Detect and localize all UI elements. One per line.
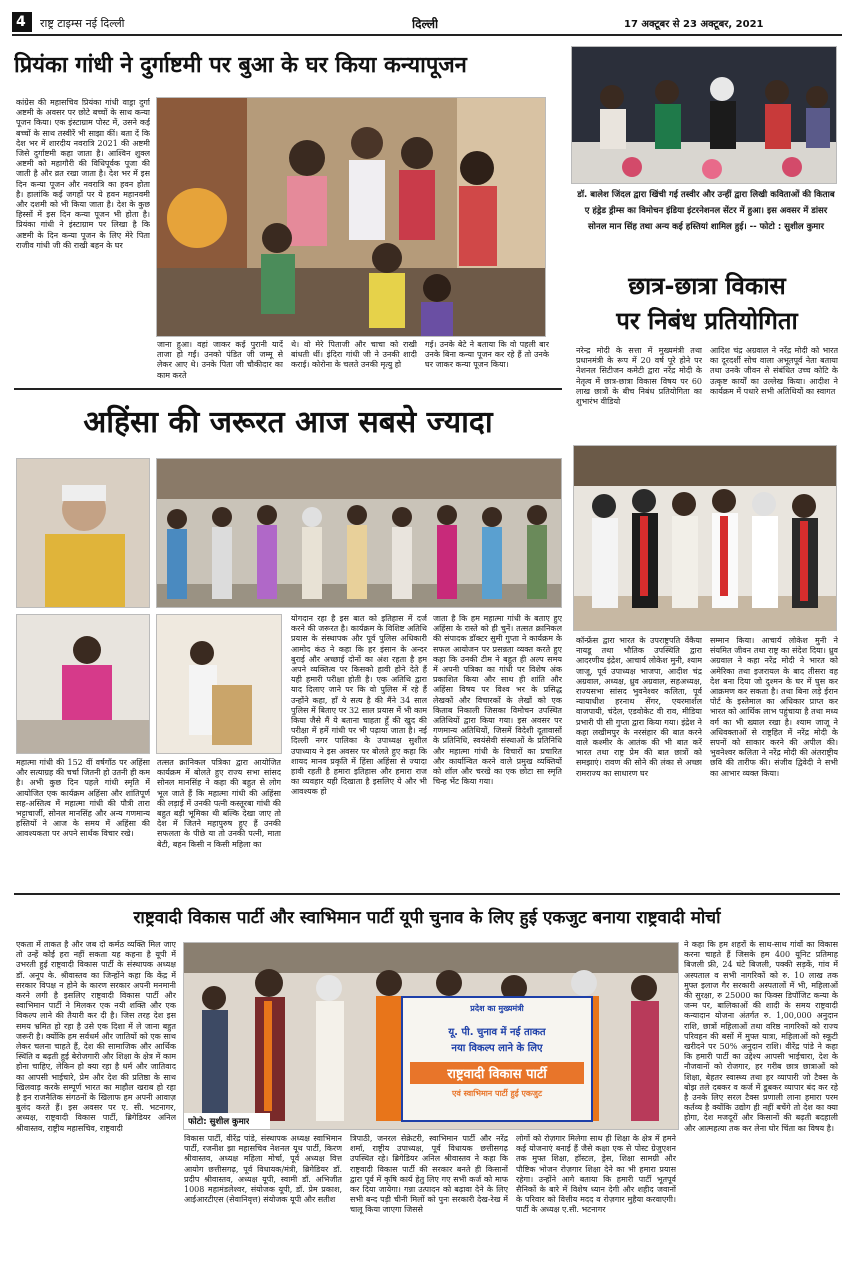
- banner-line1: प्रदेश का मुख्यमंत्री: [470, 1004, 524, 1013]
- ahimsa-col1: महात्मा गांधी की 152 वीं वर्षगाँठ पर अहिंसा और सत्याग्रह की चर्चा जितनी हो उतनी ही कम है। अभी कुछ दिन पहले गांधी स्मृति में आयोजित एक कार्यक्रम अहिंसा और शांतिपूर्ण सह-अस्तित्व में महात्मा गांधी की पौत्री तारा भट्टाचार्जी, सोनल मानसिंह और अन्य गणमान्य हस्तियों ने आज के समय में अहिंसा की आवश्यकता पर अपने सार्थक विचार रखे।: [16, 758, 150, 839]
- ahimsa-col3: योगदान रहा है इस बात को इतिहास में दर्ज करने की जरूरत है। कार्यक्रम के विशिष्ट अतिथि प्रयास के संस्थापक और पूर्व पुलिस अधिकारी आमोद कंठ ने कहा कि हर इंसान के अन्दर बुराई और अच्छाई दोनों का अंश रहता है हम अपने व्यक्तित्व पर किसको हावी होने देते हैं यही हमारी परीक्षा होती है। एक अतिथि द्वारा याद दिलाए जाने पर कि वो पुलिस में रहे हैं उन्होंने कहा, हाँ ये सत्य है की मैंने 34 साल पुलिस में बिताए पर 32 साल प्रयास में भी काम किया जैसे मैं ये बताना चाहता हूँ की खुद की परीक्षा में हमें गांधी पर भी पढ़ाया जाता है। नई दिल्ली नगर पालिका के उपाध्यक्ष सुशील उपाध्याय ने इस अवसर पर बोलते हुए कहा कि शायद मानव प्रकृति में हिंसा अहिंसा से ज्यादा हावी रहती है हमारा इतिहास और हमारा राज का व्यवहार यही दिखाता है इसलिए ये और भी आवश्यक हो: [291, 614, 427, 797]
- essay-col4: सम्मान किया। आचार्य लोकेश मुनी ने संयमित जीवन तथा राष्ट्र का संदेश दिया। ध्रुव अग्रवाल ने कहा नरेंद्र मोदी ने भारत को अमेरिका तथा इजरायल के बाद तीसरा वह देश बना दिया जो दुश्मन के घर में घुस कर आक्रमण कर सकता है। तथा बिना लड़े ईरान पोर्ट के इस्तेमाल का अधिकार प्राप्त कर भारत को आर्थिक लाभ पहुंचाया है तथा मध्य वर्ग का भी ख्याल रखा है। श्याम जाजू ने अधिवक्ताओं से राष्ट्रहित में नरेंद्र मोदी के सपनों को साकार करने की अपील की। भुवनेश्वर कलिता ने नरेंद्र मोदी की अंतराष्ट्रीय छवि की तारीफ की। संजीव द्विवेदी ने सभी का आभार व्यक्त किया।: [710, 636, 838, 778]
- paper-name: राष्ट्र टाइम्स नई दिल्ली: [40, 17, 125, 30]
- ncp-photo: [183, 942, 679, 1130]
- book-launch-image: [572, 47, 837, 184]
- divider-ncp: [14, 893, 840, 895]
- ahimsa-photo-speaker: [16, 614, 150, 754]
- essay-col3: कॉन्फ्रेंस द्वारा भारत के उपराष्ट्रपति वेंकैया नायडू तथा भौतिक उपस्थिति द्वारा आदरणीय इंद्रेश, आचार्य लोकेश मुनी, श्याम जाजू, पूर्व उपाध्यक्ष भाजपा, आदीश चंद्र अग्रवाल, अध्यक्ष, ध्रुव अग्रवाल, सहअध्यक्ष, राज्यसभा सांसद भुवनेश्वर कलिता, पूर्व न्यायाधीश हरनाथ सेंगर, एयरमार्शल वाजपायी, चंदेल, एडवोकेट वी राव, मीडिया प्रभारी पी सी गुप्ता द्वारा किया गया। इंद्रेश ने कहा लखीमपुर के नरसंहार की बात करने वाले कश्मीर के आतंक की भी बात करें भारत तथा राष्ट्र प्रेम की बात छात्रों को समझाएं। रावण की सोने की लंका से अच्छा रामराज्य का साधारण घर: [576, 636, 702, 778]
- story1-col4: गई। उनके बेटे ने बताया कि वो पहली बार उनके बिना कन्या पूजन कर रहे हैं तो उनके घर जाकर कन्या पूजन किया।: [425, 340, 549, 370]
- story1-col1: कांग्रेस की महासचिव प्रियंका गांधी वाड्रा दुर्गा अष्टमी के अवसर पर छोटे बच्चों के साथ कन्या पूजन किया। एक इंस्टाग्राम पोस्ट में, उसने कई बच्चों के साथ तस्वीरें भी साझा कीं। बता दें कि देश भर में शारदीय नवरात्रि 2021 की अष्टमी जिसे दुर्गाष्टमी कहा जाता है। आश्विन शुक्ल अष्टमी को महागौरी की विधिपूर्वक पूजा की जाती है और व्रत रखा जाता है। देश भर में इस दिन कन्या पूजन और नवरात्रि का हवन होता है। हालांकि कई जगहों पर ये हवन महानवमी और दशमी को भी किया जाता है। देश के कुछ हिस्सों में इस दिन कन्या पूजन भी होता है। प्रियंका गांधी ने इंस्टाग्राम पर लिखा है कि अष्टमी के दिन कन्या पूजन के लिए मेरे पिता राजीव गांधी जी की राखी बहन के घर: [16, 98, 150, 250]
- essay-headline-line1: छात्र-छात्रा विकास: [628, 272, 786, 300]
- ahimsa-photo-group: [156, 458, 562, 608]
- ncp-headline: राष्ट्रवादी विकास पार्टी और स्वाभिमान पार्टी यूपी चुनाव के लिए हुई एकजुट बनाया राष्ट्रवादी मोर्चा: [133, 908, 721, 928]
- essay-col1: नरेन्द्र मोदी के सत्ता में मुख्यमंत्री तथा प्रधानमंत्री के रूप में 20 वर्ष पूरे होने पर नेशनल सिटीजन कमेटी द्वारा नरेंद्र मोदी के नेतृत्व में छात्र-छात्रा विकास विषय पर 60 लाख छात्रों के बीच निबंध प्रतियोगिता का शुभारंभ वीडियो: [576, 346, 702, 407]
- story1-col3: थे। वो मेरे पिताजी और चाचा को राखी बांधती थीं। इंदिरा गांधी जी ने उनकी शादी कराई। कोरोना के चलते उनकी मृत्यु हो: [291, 340, 417, 370]
- ahimsa-col4: जाता है कि हम महात्मा गांधी के बताए हुए अहिंसा के रास्ते को ही चुनें। तत्सत क्रानिकल की संपादक डॉक्टर सुमी गुप्ता ने कार्यक्रम के सफल आयोजन पर प्रसन्नता व्यक्त करते हुए कहा कि उनकी टीम ने बहुत ही अल्प समय में अपनी पत्रिका का गांधी पर विशेष अंक प्रकाशित किया और साथ ही शांति और अहिंसा विषय पर विश्व भर के प्रसिद्ध लेखकों और विचारकों के लेखों को एक किताब निकाली जिसका विमोचन उपस्थित अतिथियों द्वारा किया गया। इस अवसर पर गणमान्य अतिथियों, जिसमें विदेशी दूतावासों के प्रतिनिधि, स्वयंसेवी संस्थाओं के प्रतिनिधि और महात्मा गांधी के विचारों का प्रचारित और कार्यान्वित करने वाले प्रमुख व्यक्तियों को शॉल और चरखे का एक छोटा सा स्मृति चिन्ह भेंट किया गया।: [433, 614, 562, 787]
- ncp-photo-credit: फोटो: सुशील कुमार: [188, 1117, 250, 1127]
- woman-speaking-image: [17, 615, 150, 754]
- ncp-col2: विकास पार्टी, वीरेंद्र पांडे, संस्थापक अध्यक्ष स्वाभिमान पार्टी, रजनीश झा महासचिव नेशनल यूथ पार्टी, किरण श्रीवास्तव, अध्यक्ष महिला मोर्चा, पूर्व अध्यक्ष वित्त आयोग छत्तीसगढ़, पूर्व विधायक/मंत्री, ब्रिगेडियर डॉ. प्रदीप श्रीवास्तव, अध्यक्ष यूपी, स्वामी डॉ. अभिजीत 1008 महामंडलेश्वर, संयोजक यूपी, डॉ. प्रेम प्रकाश, आईआरटीएस (सेवानिवृत्त) संयोजक यूपी और सतीश: [184, 1134, 342, 1205]
- ncp-banner: [404, 999, 590, 1119]
- issue-date: 17 अक्टूबर से 23 अक्टूबर, 2021: [624, 19, 764, 30]
- story1-headline: प्रियंका गांधी ने दुर्गाष्टमी पर बुआ के घर किया कन्यापूजन: [14, 53, 467, 78]
- divider-ahimsa: [14, 388, 562, 390]
- story1-col2: जाना हुआ। वहां जाकर कई पुरानी यादें ताजा हो गईं। उनको पंडित जी जम्मू से लेकर आए थे। उनके पिता जी चौकीदार का काम करते: [157, 340, 283, 380]
- book-release-group-image: [157, 459, 562, 608]
- banner-line2: यू. पी. चुनाव में नई ताकत: [448, 1027, 546, 1038]
- page-header: [12, 12, 842, 36]
- ahimsa-headline: अहिंसा की जरूरत आज सबसे ज्यादा: [83, 405, 493, 440]
- ncp-col1: एकता में ताकत है और जब दो कर्मठ व्यक्ति मिल जाए तो उन्हें कोई हरा नहीं सकता यह कहना है यूपी में उभरती हुई राष्ट्रवादी विकास पार्टी के संस्थापक अध्यक्ष डॉ. अनूप के. श्रीवास्तव का जिन्होंने कहा कि केंद्र में सरकार विपक्ष न होने के कारण सरकार अपनी मनमानी करने लगी है इसलिए राष्ट्रवादी विकास पार्टी और स्वाभिमान पार्टी ने मिलकर एक नयी शक्ति और एक विकल्प लाने की तैयारी कर दी है। जिस तरह देश इस समय भ्रमित हो रहा है उसे एक दिशा में ले जाना बहुत जरूरी है। क्योंकि हम सर्वधर्म और जातियों को एक साथ लेकर चलना चाहते हैं, देश की सामाजिक और आर्थिक स्थिति व बढ़ती हुई बेरोजगारी और शिक्षा के क्षेत्र में काम होना चाहिए, लेकिन हो क्या रहा है धर्म और जातिवाद का आपसी भाईचारे, प्रेम और देश की प्रतिष्ठा के साथ खिलवाड़ करके सम्पूर्ण भारत का माहौल खराब हो रहा है इन राजनैतिक संगठनों के खिलाफ हम अपनी आवाज़ बुलंद करते हैं। इस अवसर पर ए. सी. भटनागर, अध्यक्ष, राष्ट्रवादी विकास पार्टी, ब्रिगेडियर अनिल श्रीवास्तव, राष्ट्रीय महासचिव, राष्ट्रवादी: [16, 940, 176, 1133]
- essay-col2: आदिश चंद्र अग्रवाल ने नरेंद्र मोदी को भारत का दूरदर्शी सोच वाला अभूतपूर्व नेता बताया तथा उनके जीवन से संबंधित उच्च कोटि के उत्कृष्ट कार्यों का उल्लेख किया। आदीश ने कार्यक्रम में पधारे सभी अतिथियों का स्वागत: [710, 346, 838, 396]
- banner-line5: एवं स्वाभिमान पार्टी हुई एकजुट: [451, 1089, 543, 1098]
- ahimsa-col2: तत्सत क्रानिकल पत्रिका द्वारा आयोजित कार्यक्रम में बोलते हुए राज्य सभा सांसद सोनल मानसिंह ने कहा की बहुत से लोग भूल जाते हैं कि महात्मा गांधी की अहिंसा की लड़ाई में उनकी पत्नी कस्तूरबा गांधी की बहुत बड़ी भूमिका थी बल्कि देखा जाए तो देश में जितने महापुरुष हुए हैं उनकी सफलता के पीछे या तो उनकी पत्नी, माता बेटी, बहन किसी न किसी महिला का: [157, 758, 281, 849]
- ncp-col3: त्रिपाठी, जनरल सेक्रेटरी, स्वाभिमान पार्टी और नरेंद्र शर्मा, राष्ट्रीय उपाध्यक्ष, पूर्व विधायक छत्तीसगढ़ उपस्थित रहे। ब्रिगेडियर अनिल श्रीवास्तव ने कहा कि राष्ट्रवादी विकास पार्टी की सरकार बनते ही किसानों द्वारा पूर्व में कृषि कार्य हेतु लिए गए सभी कर्ज को माफ कर दिया जायेगा। गन्ना उत्पादन को बढ़ावा देने के लिए सभी बन्द पड़ी चीनी मिलों को पुनः सरकारी देख-रेख में चालू किया जाएगा जिससे: [350, 1134, 508, 1215]
- ahimsa-photo-podium: [156, 614, 282, 754]
- banner-line3: नया विकल्प लाने के लिए: [451, 1043, 543, 1054]
- ncp-col4: लोगों को रोज़गार मिलेगा साथ ही शिक्षा के क्षेत्र में हमने कई योजनाएं बनाई हैं जैसे कक्षा एक से पोस्ट ग्रेजुएशन तक मुफ्त शिक्षा, हॉस्टल, ड्रेस, शिक्षा सामग्री और पौष्टिक भोजन रोज़गार शिक्षा देने का भी हमारा प्रयास रहेगा। उन्होंने आगे बताया कि हमारी पार्टी भूतपूर्व सैनिकों के बारे में विशेष ध्यान देगी और शहीद जवानों के परिवार को वित्तीय मदद व रोज़गार मुहैया करवाएगी। पार्टी के अध्यक्ष ए.सी. भटनागर: [516, 1134, 676, 1215]
- man-at-podium-image: [157, 615, 282, 754]
- essay-event-image: [574, 446, 837, 631]
- book-launch-caption: डॉ. बालेश जिंदल द्वारा खिंची गई तस्वीर और उन्हीं द्वारा लिखी कविताओं की किताब ए हंड्रेड ड्रीम्स का विमोचन इंडिया इंटरनेशनल सेंटर में हुआ। इस अवसर में डांसर सोनल मान सिंह तथा अन्य कई हस्तियां शामिल हुई। -- फोटो : सुशील कुमार: [577, 190, 835, 232]
- ncp-col5: ने कहा कि हम शहरों के साथ-साथ गांवों का विकास करना चाहते हैं जिसके हम 400 यूनिट प्रतिमाह बिजली फ्री, 24 घंटे बिजली, पक्की सड़कें, गांव में अस्पताल व सभी नागरिकों को रु. 10 लाख तक मुफ्त इलाज गैर सरकारी अस्पतालों में भी, महिलाओं की सुरक्षा, रु 25000 का फिक्स डिपॉजिट कन्या के जन्म पर, बालिकाओं की शादी के समय राष्ट्रवादी कन्यादान योजना अंतर्गत रु. 1,00,000 अनुदान राशि, छात्रों महिलाओं तथा वरिष्ठ नागरिकों को राज्य परिवहन की बसों में मुफ्त यात्रा, महिलाओं को स्कूटी खरीदने पर 50% अनुदान राशि। वीरेंद्र पांडे ने कहा कि हमारी पार्टी का उद्देश्य आपसी भाईचारा, देश के नौजवानों को रोजगार, हर गरीब छात्र छात्राओं को शिक्षा, बेहतर स्वास्थ्य तथा हर व्यापारी जो टैक्स के बोझ तले दबकर व कर्ज में डूबकर व्यापार बंद कर रहे है उनके लिए सरल टैक्स प्रणाली लाना हमारा परम कर्तव्य है क्योंकि उद्योग ही नहीं बचेंगे तो देश का क्या होगा, देश मजदूरों और किसानों की बढ़ती बदहाली और आत्महत्या तक कर लेना घोर चिंता का विषय है।: [684, 940, 838, 1133]
- banner-line4: राष्ट्रवादी विकास पार्टी: [410, 1062, 584, 1084]
- essay-photo: [573, 445, 837, 631]
- book-launch-photo: [571, 46, 837, 184]
- page-number: 4: [16, 14, 26, 30]
- kanya-pujan-photo: [157, 98, 546, 337]
- ahimsa-photo-left: [16, 458, 150, 608]
- speaker-portrait-image: [17, 459, 150, 608]
- story1-photo: [156, 97, 546, 337]
- essay-headline-line2: पर निबंध प्रतियोगिता: [616, 307, 798, 335]
- city-label: दिल्ली: [412, 17, 439, 31]
